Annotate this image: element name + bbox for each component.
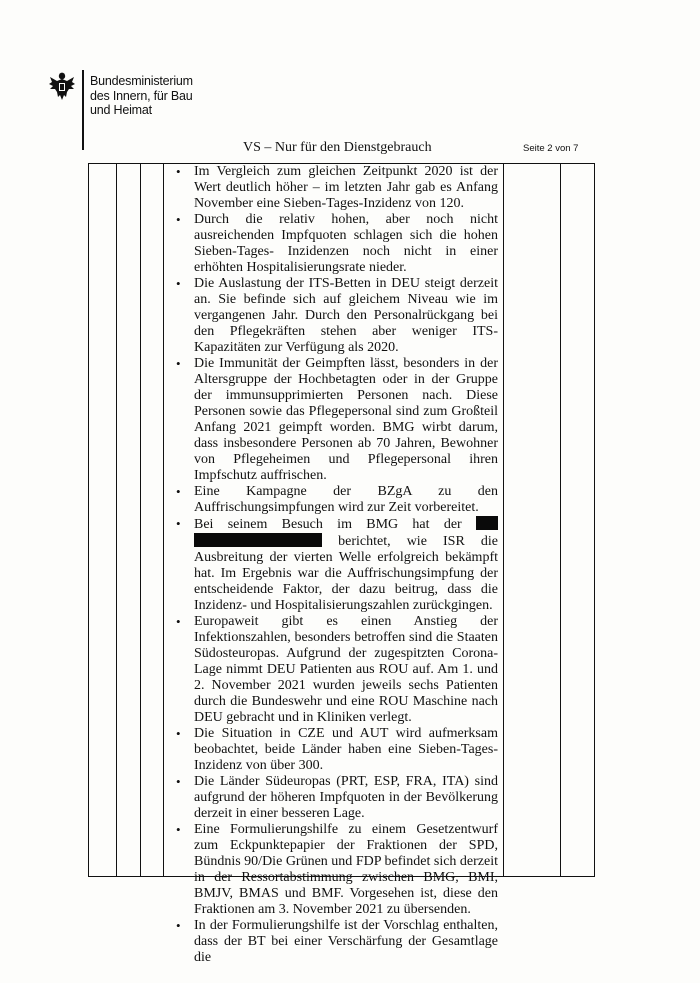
bullet-item: [175, 614, 498, 726]
text-line: vierten Welle erfolgreich bekämpft hat. Im Ergebnis war: [194, 550, 498, 581]
text-line: Durch den Personalrückgang bei den Pflegekräften stehen: [194, 308, 498, 339]
text-line: aber weniger ITS-Kapazitäten zur Verfügung als 2020.: [194, 324, 499, 355]
redaction-bar: [476, 516, 498, 530]
text-line: Die Immunität der Geimpften lässt, besonders in der: [194, 356, 498, 371]
text-line: dazu beitrug, dass die Inzidenz- und: [194, 582, 498, 613]
text-line: Ressortabstimmung zwischen BMG, BMI, BMJV, BMAS: [194, 870, 499, 901]
text-line: Patienten aus ROU auf. Am 1. und 2. November 2021: [194, 662, 498, 693]
text-line: Im Vergleich zum gleichen Zeitpunkt 2020 ist der Wert: [194, 164, 498, 195]
letterhead-rule: [82, 70, 84, 150]
text-line: immunsupprimierten Personen nach. Diese Personen sowie: [194, 388, 498, 419]
text-line: Durch die relativ hohen, aber noch nicht ausreichenden: [194, 212, 498, 243]
text-line: eine ROU Maschine nach DEU gebracht und in Kliniken: [194, 694, 498, 725]
text-line: deutlich höher – im letzten Jahr gab es Anfang November: [194, 180, 498, 211]
text-line: Die Auslastung der ITS-Betten in DEU steigt derzeit an. Sie: [194, 276, 498, 307]
text-line: verlegt.: [369, 710, 412, 725]
text-line: Inzidenz von über 300.: [194, 758, 324, 773]
bullet-item: [175, 726, 498, 774]
text-line: derzeit in einer besseren Lage.: [194, 806, 365, 821]
bullet-item: [175, 918, 498, 966]
text-line: Impfquoten schlagen sich die hohen Sieben-Tages-: [194, 228, 499, 259]
text-line: aufgrund der höheren Impfquoten in der Bevölkerung: [194, 790, 498, 805]
text-line: wird zur Zeit vorbereitet.: [338, 500, 479, 515]
text-line: November 2021 zu übersenden.: [292, 902, 471, 917]
federal-eagle-icon: [48, 70, 76, 102]
text-line: die Auffrischungsimpfung der entscheidende Faktor, der: [194, 566, 499, 597]
bullet-item: [175, 356, 498, 484]
bullet-item: [175, 484, 498, 516]
content-cell: [175, 164, 498, 966]
text-line: Eine Kampagne der BZgA zu den Auffrischungsimpfungen: [194, 484, 498, 515]
bullet-item: [175, 774, 498, 822]
column-divider: [116, 163, 117, 877]
text-line: Bei seinem Besuch im BMG hat der: [194, 517, 462, 532]
column-divider: [140, 163, 141, 877]
text-line: Die Situation in CZE und AUT wird aufmerksam: [194, 726, 498, 741]
text-line: eine Sieben-Tages-Inzidenz von 120.: [256, 196, 464, 211]
text-line: und BMF. Vorgesehen ist, diese den Fraktionen am 3.: [194, 886, 498, 917]
ministry-name: [90, 74, 193, 118]
column-divider: [163, 163, 164, 877]
ministry-line: des Innern, für Bau: [90, 88, 193, 103]
text-line: Aufgrund der zugespitzten Corona-Lage nimmt DEU: [194, 646, 498, 677]
bullet-item: [175, 822, 498, 918]
classification-label: VS – Nur für den Dienstgebrauch: [243, 140, 432, 155]
text-line: Hospitalisierungsrate nieder.: [246, 260, 407, 275]
text-line: berichtet, wie ISR die Ausbreitung der: [194, 534, 499, 565]
text-line: das Pflegepersonal sind zum Großteil Anfang 2021 geimpft: [194, 404, 498, 435]
column-divider: [560, 163, 561, 877]
text-line: Inzidenzen noch nicht in einer erhöhten: [194, 244, 499, 275]
ministry-line: und Heimat: [90, 103, 152, 117]
text-line: 70 Jahren, Bewohner von Pflegeheimen und Pflegepersonal: [194, 436, 499, 467]
text-line: besonders betroffen sind die Staaten Südosteuropas.: [194, 630, 498, 661]
text-line: wurden jeweils sechs Patienten durch die Bundeswehr und: [194, 678, 499, 709]
bullet-item: [175, 276, 498, 356]
redaction-bar: [194, 533, 322, 547]
text-line: Die Länder Südeuropas (PRT, ESP, FRA, ITA) sind: [194, 774, 498, 789]
text-line: Hospitalisierungszahlen zurückgingen.: [274, 598, 493, 613]
bullet-item: [175, 164, 498, 212]
ministry-line: Bundesministerium: [90, 74, 193, 88]
page-number: Seite 2 von 7: [523, 143, 579, 154]
text-line: Europaweit gibt es einen Anstieg der Infektionszahlen,: [194, 614, 498, 645]
column-divider: [503, 163, 504, 877]
text-line: Eckpunktepapier der Fraktionen der SPD, Bündnis 90/Die: [194, 838, 498, 869]
text-line: beobachtet, beide Länder haben eine Sieben-Tages-: [194, 742, 498, 757]
text-line: ihren Impfschutz auffrischen.: [194, 452, 498, 483]
text-line: der BT bei einer Verschärfung der Gesamtlage die: [194, 934, 499, 965]
bullet-item: [175, 516, 498, 614]
text-line: worden. BMG wirbt darum, dass insbesondere Personen ab: [194, 420, 499, 451]
text-line: Grünen und FDP befindet sich derzeit in der: [194, 854, 499, 885]
text-line: Eine Formulierungshilfe zu einem Gesetzentwurf zum: [194, 822, 498, 853]
text-line: befinde sich auf gleichem Niveau wie im vergangenen Jahr.: [194, 292, 498, 323]
text-line: In der Formulierungshilfe ist der Vorschlag enthalten, dass: [194, 918, 498, 949]
bullet-item: [175, 212, 498, 276]
text-line: Altersgruppe der Hochbetagten oder in der Gruppe der: [194, 372, 498, 403]
